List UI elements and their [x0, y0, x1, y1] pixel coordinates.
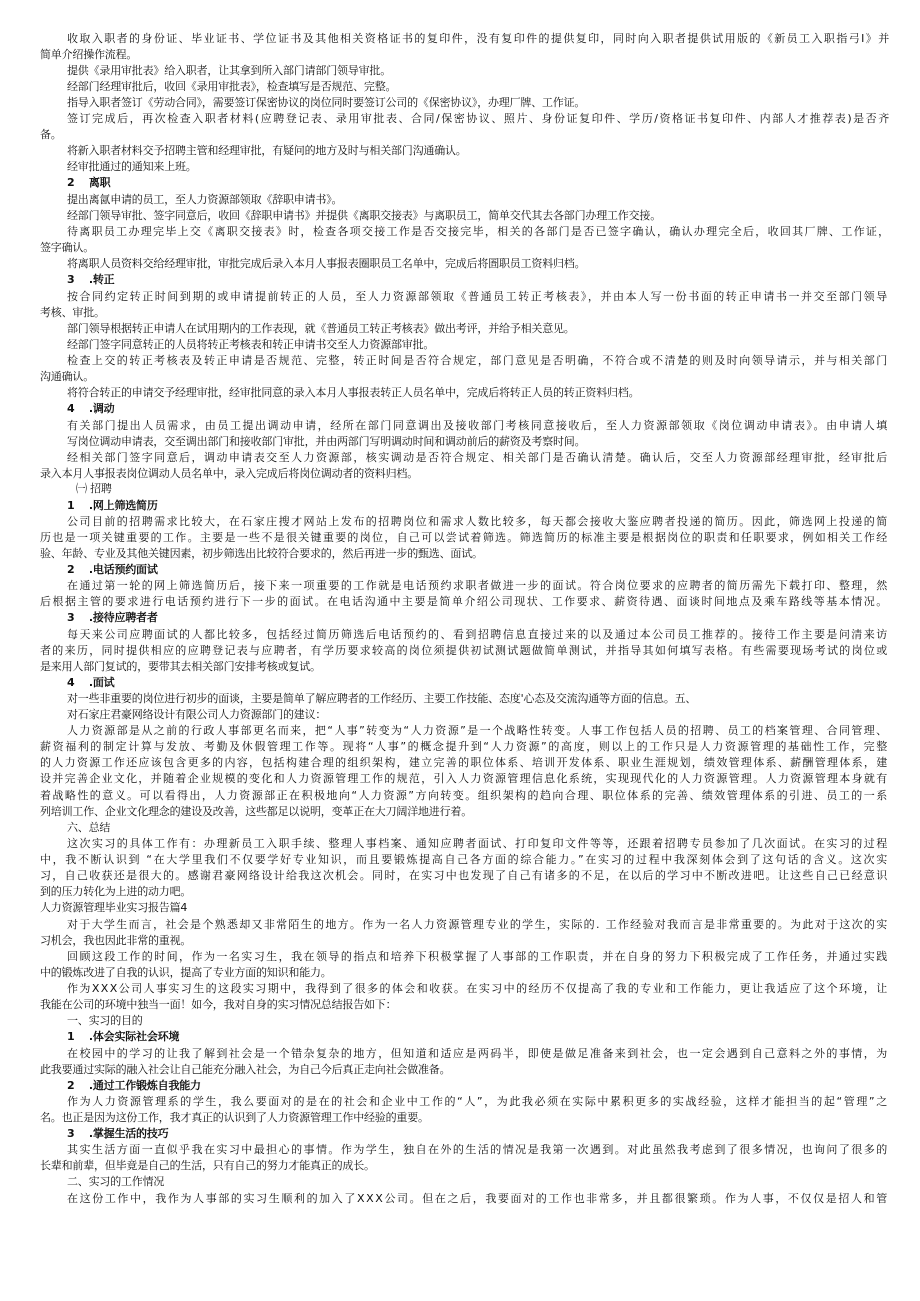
- text-line: 列培训工作、企业文化理念的建设及改善，这些都足以说明，变革正在大刀阔洋地进行着。: [40, 805, 472, 818]
- text-line: 经部门签字同意转正的人员将转正考核表和转正申请书交至人力资源部审批。: [67, 338, 435, 351]
- text-line: 录入本月人事报表岗位调动人员名单中，录入完成后将岗位调动者的资料归档。: [40, 467, 418, 480]
- section-heading: 4 .调动: [67, 402, 115, 415]
- section-heading: 2 离职: [67, 176, 111, 189]
- text-line: 习机会，我也因此非常的重视。: [40, 934, 192, 947]
- text-line: 经部门经理审批后，收回《录用审批表》，检查填写是否规范、完整。: [67, 80, 397, 93]
- text-line: 对石家庄君豪网络设计有限公司人力资源部门的建议：: [67, 708, 327, 721]
- text-line: 作为XXX公司人事实习生的这段实习期中，我得到了很多的体会和收获。在实习中的经历不仅提高了我的专业和工作能力，更让我适应了这个环境，让: [67, 982, 889, 995]
- text-line: 中的锻炼改进了自我的认识，提高了专业方面的知识和能力。: [40, 966, 332, 979]
- section-heading: 3 .转正: [67, 273, 115, 286]
- text-line: 将离职人员资料交给经理审批，审批完成后录入本月人事报表圈职员工名单中，完成后将圄职员工资料归档。: [67, 257, 586, 270]
- text-line: 者的来历，同时提供相应的应聘登记表与应聘者，有学历要求较高的岗位须提供初试测试题做简单测试，并指导其如何填写表格。有些需要现场考试的岗位或: [40, 644, 889, 657]
- text-line: 设并完善企业文化，并随着企业规模的变化和人力资源管理工作的规范，引入人力资源管理信息化系统，实现现代化的人力资源管理。人力资源管理本身就有: [40, 772, 889, 785]
- text-line: 在这份工作中，我作为人事部的实习生顺利的加入了XXX公司。但在之后，我要面对的工作也非常多，并且都很繁琐。作为人事，不仅仅是招人和管: [67, 1192, 889, 1205]
- text-line: 验、年龄、专业及其他关键因素，初步筛选出比较符合要求的，然后再进一步的甄选、面试。: [40, 547, 483, 560]
- text-line: 收取入职者的身份证、毕业证书、学位证书及其他相关资格证书的复印件，没有复印件的提供复印，同时向入职者提供试用版的《新员工入职指弓I》并: [67, 32, 891, 45]
- text-line: 二、实习的工作情况: [67, 1175, 165, 1188]
- text-line: ㈠ 招聘: [76, 482, 112, 495]
- text-line: 薪资福利的制定计算与发放、考勤及休假管理工作等。现将“人事”的概念提升到“人力资源”的高度，则以上的工作只是人力资源管理的基础性工作，完整: [40, 740, 889, 753]
- text-line: 习，自己收获还是很大的。感谢君豪网络设计给我这次机会。同时，在实习中也发现了自己有诸多的不足，在以后的学习中不断改进吧。让这些自己已经意识: [40, 869, 889, 882]
- text-line: 后根据主管的要求进行电话预约进行下一步的面试。在电话沟通中主要是简单介绍公司现状、工作要求、薪资待遇、面谈时间地点及乘车路线等基本情况。: [40, 595, 889, 608]
- text-line: 是来用人部门复试的，要带其去相关部门安排考核或复试。: [40, 660, 321, 673]
- text-line: 回顾这段工作的时间，作为一名实习生，我在领导的指点和培养下积极掌握了人事部的工作职责，并在自身的努力下积极完成了工作任务，并通过实践: [67, 950, 889, 963]
- section-heading: 3 .接待应聘者者: [67, 611, 158, 624]
- text-line: 着战略性的意义。可以看得出，人力资源部正在积极地向“人力资源”方向转变。组织架构的趋向合理、职位体系的完善、绩效管理体系的引进、员工的一系: [40, 789, 889, 802]
- text-line: 在校园中的学习的让我了解到社会是一个错杂复杂的地方，但知道和适应是两码半，即使是做足准备来到社会，也一定会遇到自己意料之外的事情，为: [67, 1047, 889, 1060]
- text-line: 这次实习的具体工作有：办理新员工入职手续、整理人事档案、通知应聘者面试、打印复印文件等等，还跟着招聘专员参加了几次面试。在实习的过程: [67, 837, 889, 850]
- text-line: 此我要通过实际的融入社会让自己能充分融入社会，为自己今后真正走向社会做准备。: [40, 1063, 451, 1076]
- text-line: 指导入职者签订《劳动合同》，需要签订保密协议的岗位同时要签订公司的《保密协议》，办理厂牌、工作证。: [67, 96, 586, 109]
- section-heading: 1 .网上筛选简历: [67, 499, 158, 512]
- text-line: 作为人力资源管理系的学生，我么要面对的是在的社会和企业中工作的“人”，为此我必须在实际中累积更多的实战经验，这样才能担当的起“管理”之: [67, 1095, 889, 1108]
- text-line: 长辈和前辈，但毕竟是自己的生活，只有自己的努力才能真正的成长。: [40, 1159, 375, 1172]
- text-line: 沟通确认。: [40, 370, 94, 383]
- text-line: 部门领导根据转正申请人在试用期内的工作表现，就《普通员工转正考核表》做出考评，并给予相关意见。: [67, 322, 575, 335]
- text-line: 经审批通过的通知来上班。: [67, 160, 197, 173]
- text-line: 经部门领导审批、签字同意后，收回《辞职申请书》并提供《离职交接表》与离职员工，简单交代其去各部门办理工作交接。: [67, 209, 661, 222]
- section-heading: 2 .通过工作锻炼自我能力: [67, 1079, 201, 1092]
- text-line: 考核、审批。: [40, 306, 105, 319]
- text-line: 经相关部门签字同意后，调动申请表交至人力资源部，核实调动是否符合规定、相关部门是否确认清楚。确认后，交至人力资源部经理审批，经审批后: [67, 451, 889, 464]
- text-line: 对一些非重要的岗位进行初步的面谈，主要是简单了解应聘者的工作经历、主要工作技能、态度'心态及交流沟通等方面的信息。五、: [67, 692, 697, 705]
- text-line: 每天来公司应聘面试的人都比较多，包括经过简历筛选后电话预约的、看到招聘信息直接过来的以及通过本公司员工推荐的。接待工作主要是问清来访: [67, 628, 889, 641]
- text-line: 待离职员工办理完毕上交《离职交接表》时，检查各项交接工作是否交接完毕，相关的各部门是否已签字确认，确认办理完全后，收回其厂牌、工作证，: [67, 225, 891, 238]
- text-line: 公司目前的招聘需求比较大，在石家庄搜才网站上发布的招聘岗位和需求人数比较多，每天都会接收大鉴应聘者投递的简历。因此，筛选网上投递的简: [67, 515, 889, 528]
- text-line: 检查上交的转正考核表及转正申请是否规范、完整，转正时间是否符合规定，部门意见是否明确，不符合或不清楚的则及时向领导请示，并与相关部门: [67, 354, 889, 367]
- section-heading: 1 .体会实际社会环境: [67, 1030, 180, 1043]
- text-line: 签字确认。: [40, 241, 94, 254]
- text-line: 到的压力转化为上进的动力吧。: [40, 885, 192, 898]
- text-line: 的人力资源工作还应该包含更多的内容，包括构建合理的组织架构，建立完善的职位体系、培训开发体系、职业生涯规划，绩效管理体系、薪酬管理体系，建: [40, 756, 889, 769]
- text-line: 人力资源部是从之前的行政人事部更名而来，把“人事”转变为“人力资源”是一个战略性转变。人事工作包括人员的招聘、员工的档案管理、合同管理、: [67, 724, 889, 737]
- text-line: 备。: [40, 128, 62, 141]
- section-heading: 2 .电话预约面试: [67, 563, 158, 576]
- text-line: 历也是一项关键重要的工作。主要是一些不是很关键重要的岗位，自己可以尝试着筛选。筛选简历的标准主要是根据岗位的职责和任职要求，例如相关工作经: [40, 531, 889, 544]
- text-line: 人力资源管理毕业实习报告篇4: [40, 901, 188, 914]
- text-line: 提供《录用审批表》给入职者，让其拿到所入部门请部门领导审批。: [67, 64, 391, 77]
- text-line: 按合同约定转正时间到期的或申请提前转正的人员，至人力资源部领取《普通员工转正考核表》，并由本人写一份书面的转正申请书一并交至部门领导: [67, 290, 889, 303]
- text-line: 写岗位调动申请表，交至调出部门和接收部门审批，并由两部门写明调动时间和调动前后的薪资及考察时间。: [67, 435, 586, 448]
- text-line: 其实生活方面一直似乎我在实习中最担心的事情。作为学生，独自在外的生活的情况是我第一次遇到。对此虽然我考虑到了很多情况，也询问了很多的: [67, 1143, 889, 1156]
- text-line: 将新入职者材料交予招聘主管和经理审批，有疑问的地方及时与相关部门沟通确认。: [67, 144, 467, 157]
- text-line: 中，我不断认识到 “在大学里我们不仅要学好专业知识，而且要锻炼提高自己各方面的综合能力。”在实习的过程中我深刻体会到了这句话的含义。这次实: [40, 853, 889, 866]
- text-line: 简单介绍操作流程。: [40, 48, 138, 61]
- text-line: 我能在公司的环境中独当一面！如今，我对自身的实习情况总结报告如下：: [40, 998, 397, 1011]
- text-line: 六、总结: [67, 821, 111, 834]
- text-line: 提出离氤申请的员工，至人力资源部领取《辞职申请书》。: [67, 193, 343, 206]
- text-line: 有关部门提出人员需求，由员工提出调动申请，经所在部门同意调出及接收部门考核同意接收后，至人力资源部领取《岗位调动申请表》。由申请人填: [67, 419, 889, 432]
- text-line: 对于大学生而言，社会是个熟悉却又非常陌生的地方。作为一名人力资源管理专业的学生，实际的. 工作经验对我而言是非常重要的。为此对于这次的实: [67, 918, 889, 931]
- text-line: 一、实习的目的: [67, 1014, 143, 1027]
- text-line: 签订完成后，再次检查入职者材料(应聘登记表、录用审批表、合同/保密协议、照片、身份证复印件、学历/资格证书复印件、内部人才推荐表)是否齐: [67, 112, 891, 125]
- text-line: 在通过第一轮的网上筛选简历后，接下来一项重要的工作就是电话预约求职者做进一步的面试。符合岗位要求的应聘者的简历需先下载打印、整理，然: [67, 579, 889, 592]
- text-line: 名。也正是因为这份工作，我才真正的认识到了人力资源管理工作中经验的重要。: [40, 1111, 429, 1124]
- section-heading: 4 .面试: [67, 676, 115, 689]
- text-line: 将符合转正的申请交予经理审批，经审批同意的录入本月人事报表转正人员名单中，完成后将转正人员的转正资料归档。: [67, 386, 640, 399]
- section-heading: 3 .掌握生活的技巧: [67, 1127, 169, 1140]
